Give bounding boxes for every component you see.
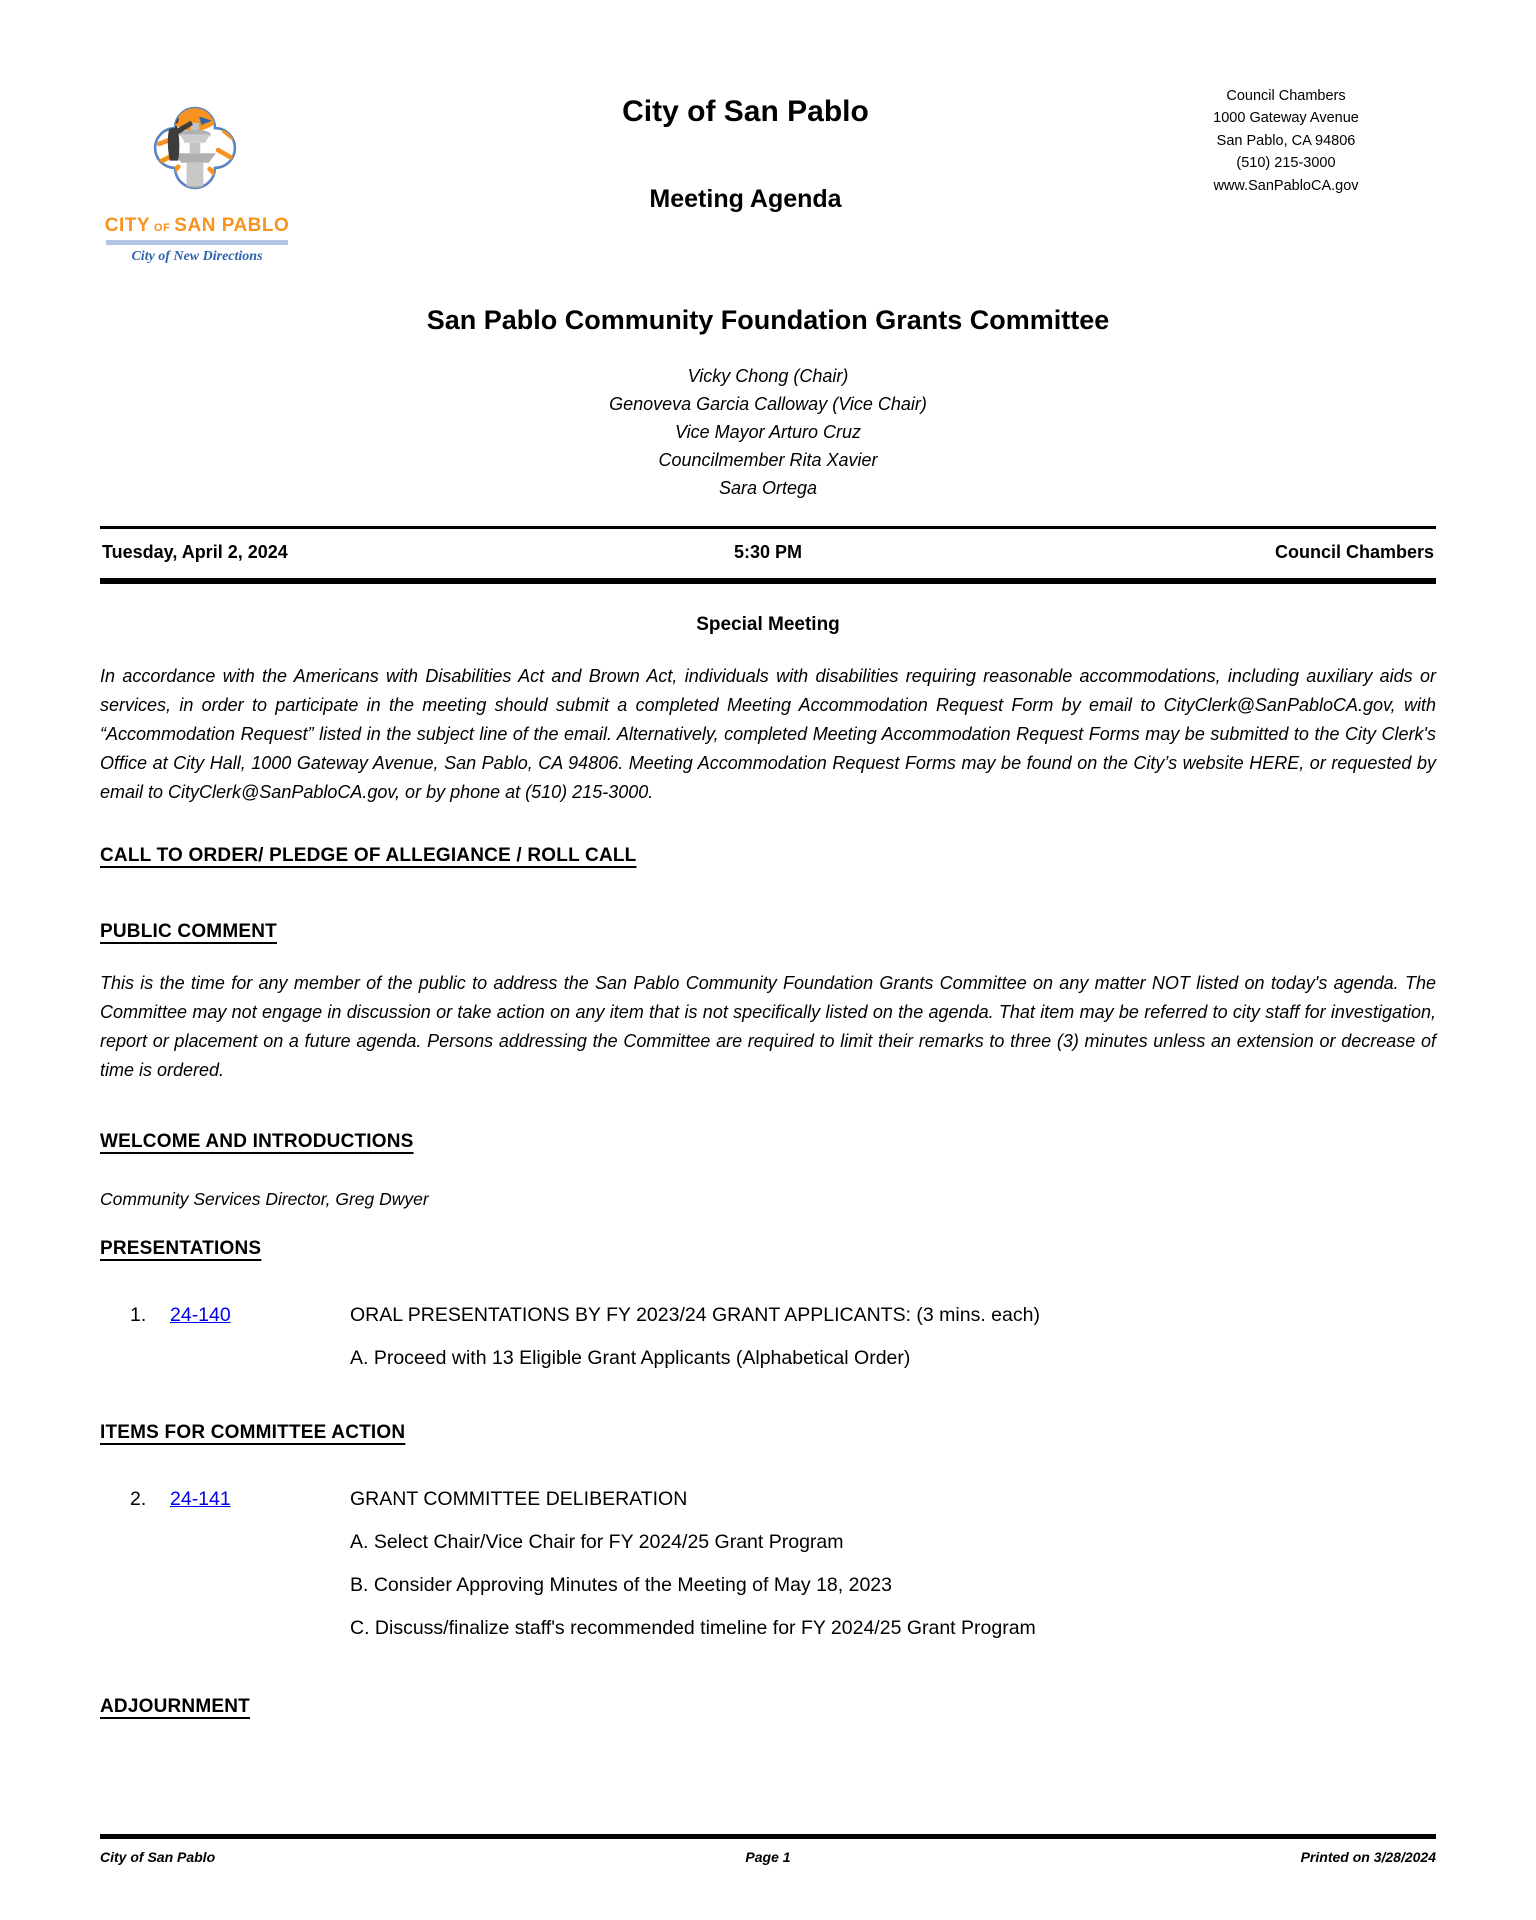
meeting-time: 5:30 PM — [733, 542, 803, 562]
footer-page-number: Page 1 — [745, 1849, 791, 1865]
member-vice-chair: Genoveva Garcia Calloway (Vice Chair) — [609, 394, 927, 414]
logo-word-city: CITY — [104, 215, 151, 236]
heading-adjournment: ADJOURNMENT — [100, 1696, 250, 1717]
item-1-body — [350, 1294, 1118, 1380]
member-councilmember: Councilmember Rita Xavier — [658, 450, 878, 470]
contact-line-venue: Council Chambers — [1226, 88, 1346, 104]
committee-name: San Pablo Community Foundation Grants Committee — [426, 305, 1110, 335]
agenda-item-2 — [130, 1478, 1436, 1650]
item-1-subitem-a: A. Proceed with 13 Eligible Grant Applicants (Alphabetical Order) — [350, 1347, 911, 1369]
agenda-item-1 — [130, 1294, 1436, 1380]
committee-members — [100, 362, 1436, 502]
item-2-subitem-c: C. Discuss/finalize staff's recommended timeline for FY 2024/25 Grant Program — [350, 1617, 1036, 1639]
staff-presenter-line: Community Services Director, Greg Dwyer — [100, 1189, 429, 1209]
item-2-subitem-b: B. Consider Approving Minutes of the Meeting of May 18, 2023 — [350, 1574, 892, 1596]
document-title: City of San Pablo — [622, 95, 869, 128]
meeting-type-label: Special Meeting — [696, 614, 840, 635]
logo-wordmark — [106, 215, 288, 237]
header-titles — [355, 85, 1136, 265]
item-2-body — [350, 1478, 1118, 1650]
contact-block — [1136, 85, 1436, 265]
meeting-location: Council Chambers — [1274, 542, 1434, 562]
contact-line-city: San Pablo, CA 94806 — [1216, 132, 1356, 149]
heading-items-for-action: ITEMS FOR COMMITTEE ACTION — [100, 1422, 406, 1443]
contact-line-website: www.SanPabloCA.gov — [1213, 177, 1359, 194]
document-header — [100, 85, 1436, 265]
logo-word-of: OF — [154, 222, 171, 234]
footer-printed-date: Printed on 3/28/2024 — [1300, 1849, 1436, 1865]
logo-underline-bar — [106, 240, 288, 245]
item-2-title: GRANT COMMITTEE DELIBERATION — [350, 1488, 688, 1510]
member-sara-ortega: Sara Ortega — [718, 478, 818, 498]
logo-word-sanpablo: SAN PABLO — [174, 215, 290, 236]
member-vice-mayor: Vice Mayor Arturo Cruz — [674, 422, 862, 442]
item-2-subitem-a: A. Select Chair/Vice Chair for FY 2024/25 Grant Program — [350, 1531, 844, 1553]
city-seal-icon — [132, 85, 258, 211]
ada-notice-paragraph: In accordance with the Americans with Disabilities Act and Brown Act, individuals with disabilities requiring reasonable accommodations, including auxiliary aids or services, in order to participate in the meeting should submit a completed Meeting Accommodation Request Form by email to CityClerk@SanPabloCA.gov, with “Accommodation Request” listed in the subject line of the email. Alternatively, completed Meeting Accommodation Request Forms may be submitted to the City Clerk's Office at City Hall, 1000 Gateway Avenue, San Pablo, CA 94806. Meeting Accommodation Request Forms may be found on the City’s website HERE, or requested by email to CityClerk@SanPabloCA.gov, or by phone at (510) 215-3000. — [100, 666, 1436, 802]
logo-block — [100, 85, 355, 265]
member-chair: Vicky Chong (Chair) — [687, 366, 849, 386]
item-2-file-link[interactable]: 24-141 — [170, 1488, 231, 1510]
logo-tagline: City of New Directions — [131, 249, 263, 264]
heading-call-to-order: CALL TO ORDER/ PLEDGE OF ALLEGIANCE / ROLL CALL — [100, 845, 637, 866]
heading-public-comment: PUBLIC COMMENT — [100, 921, 277, 942]
heading-welcome-introductions: WELCOME AND INTRODUCTIONS — [100, 1131, 414, 1152]
fountain-glyph — [174, 123, 216, 194]
meeting-date: Tuesday, April 2, 2024 — [102, 542, 288, 562]
footer-org-name: City of San Pablo — [100, 1849, 216, 1865]
item-1-number: 1. — [130, 1304, 147, 1326]
public-comment-paragraph: This is the time for any member of the public to address the San Pablo Community Foundation Grants Committee on any matter NOT listed on today's agenda. The Committee may not engage in discussion or take action on any item that is not specifically listed on the agenda. That item may be referred to city staff for investigation, report or placement on a future agenda. Persons addressing the Committee are required to limit their remarks to three (3) minutes unless an extension or decrease of time is ordered. — [100, 973, 1436, 1080]
contact-line-street: 1000 Gateway Avenue — [1213, 110, 1359, 127]
meeting-info-bar — [100, 526, 1436, 584]
document-subtitle: Meeting Agenda — [649, 185, 842, 213]
item-2-number: 2. — [130, 1488, 147, 1510]
item-1-title: ORAL PRESENTATIONS BY FY 2023/24 GRANT APPLICANTS: (3 mins. each) — [350, 1304, 1040, 1326]
page-footer — [100, 1834, 1436, 1865]
contact-line-phone: (510) 215-3000 — [1236, 155, 1336, 172]
item-1-file-link[interactable]: 24-140 — [170, 1304, 231, 1326]
heading-presentations: PRESENTATIONS — [100, 1238, 262, 1259]
